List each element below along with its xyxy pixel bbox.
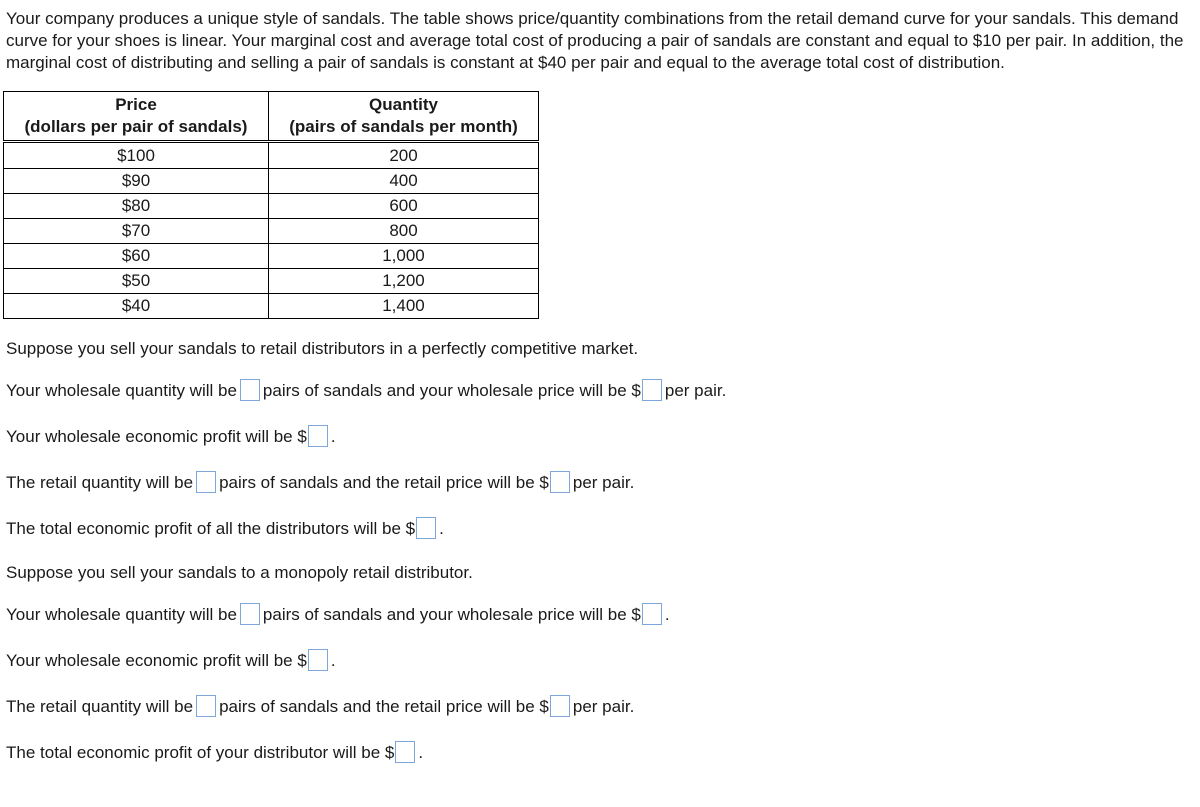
competitive-distributor-profit-line [6,518,444,540]
monopoly-retail-quantity-line [6,696,634,718]
quantity-cell: 1,200 [269,269,539,294]
sentence-text: pairs of sandals and your wholesale price will be $ [262,605,641,624]
table-row [4,194,539,219]
monopoly-retail-price-input[interactable] [550,695,570,717]
sentence-text: . [330,427,336,446]
table-row [4,219,539,244]
price-cell: $100 [4,142,269,169]
sentence-text: . [664,605,670,624]
sentence-text: . [330,651,336,670]
price-cell: $80 [4,194,269,219]
monopoly-wholesale-quantity-input[interactable] [240,603,260,625]
sentence-text: per pair. [664,381,727,400]
competitive-wholesale-profit-input[interactable] [308,425,328,447]
sentence-text: per pair. [572,697,635,716]
competitive-distributor-profit-input[interactable] [416,517,436,539]
table-row [4,142,539,169]
monopoly-wholesale-price-input[interactable] [642,603,662,625]
sentence-text: The retail quantity will be [6,697,194,716]
problem-statement: Your company produces a unique style of sandals. The table shows price/quantity combinations from the retail demand curve for your sandals. This demand curve for your shoes is linear. Your marginal cost and average total cost of producing a pair of sandals are constant and equal to $10 per pair. In addition, the marginal cost of distributing and selling a pair of sandals is constant at $40 per pair and equal to the average total cost of distribution. [6,9,1184,72]
price-header-title: Price [115,95,157,114]
price-column-header [4,92,269,142]
competitive-wholesale-profit-line [6,426,336,448]
quantity-cell: 1,400 [269,294,539,319]
quantity-cell: 800 [269,219,539,244]
competitive-retail-price-input[interactable] [550,471,570,493]
sentence-text: Your wholesale quantity will be [6,605,237,624]
table-row [4,269,539,294]
quantity-column-header [269,92,539,142]
quantity-header-unit: (pairs of sandals per month) [289,117,518,136]
table-row [4,244,539,269]
table-row [4,169,539,194]
monopoly-wholesale-profit-line [6,650,336,672]
quantity-cell: 200 [269,142,539,169]
sentence-text: Your wholesale quantity will be [6,381,237,400]
price-header-unit: (dollars per pair of sandals) [24,117,248,136]
sentence-text: The retail quantity will be [6,473,194,492]
competitive-wholesale-quantity-line [6,380,726,402]
sentence-text: Your wholesale economic profit will be $ [6,651,307,670]
table-header-row [4,92,539,142]
monopoly-retail-quantity-input[interactable] [196,695,216,717]
quantity-cell: 400 [269,169,539,194]
competitive-wholesale-quantity-input[interactable] [240,379,260,401]
sentence-text: . [418,743,424,762]
monopoly-wholesale-quantity-line [6,604,670,626]
sentence-text: The total economic profit of all the distributors will be $ [6,519,416,538]
price-cell: $90 [4,169,269,194]
price-cell: $60 [4,244,269,269]
demand-table [3,91,539,319]
sentence-text: pairs of sandals and your wholesale price will be $ [262,381,641,400]
competitive-wholesale-price-input[interactable] [642,379,662,401]
monopoly-heading: Suppose you sell your sandals to a monopoly retail distributor. [6,563,473,582]
sentence-text: per pair. [572,473,635,492]
sentence-text: Your wholesale economic profit will be $ [6,427,307,446]
table-row [4,294,539,319]
quantity-cell: 1,000 [269,244,539,269]
competitive-retail-quantity-input[interactable] [196,471,216,493]
price-cell: $40 [4,294,269,319]
quantity-header-title: Quantity [369,95,438,114]
sentence-text: The total economic profit of your distributor will be $ [6,743,395,762]
price-cell: $50 [4,269,269,294]
competitive-retail-quantity-line [6,472,634,494]
competitive-heading: Suppose you sell your sandals to retail distributors in a perfectly competitive market. [6,339,639,358]
monopoly-wholesale-profit-input[interactable] [308,649,328,671]
sentence-text: pairs of sandals and the retail price will be $ [219,473,549,492]
sentence-text: . [439,519,444,538]
monopoly-distributor-profit-input[interactable] [395,741,415,763]
quantity-cell: 600 [269,194,539,219]
price-cell: $70 [4,219,269,244]
monopoly-distributor-profit-line [6,742,423,764]
sentence-text: pairs of sandals and the retail price will be $ [219,697,549,716]
